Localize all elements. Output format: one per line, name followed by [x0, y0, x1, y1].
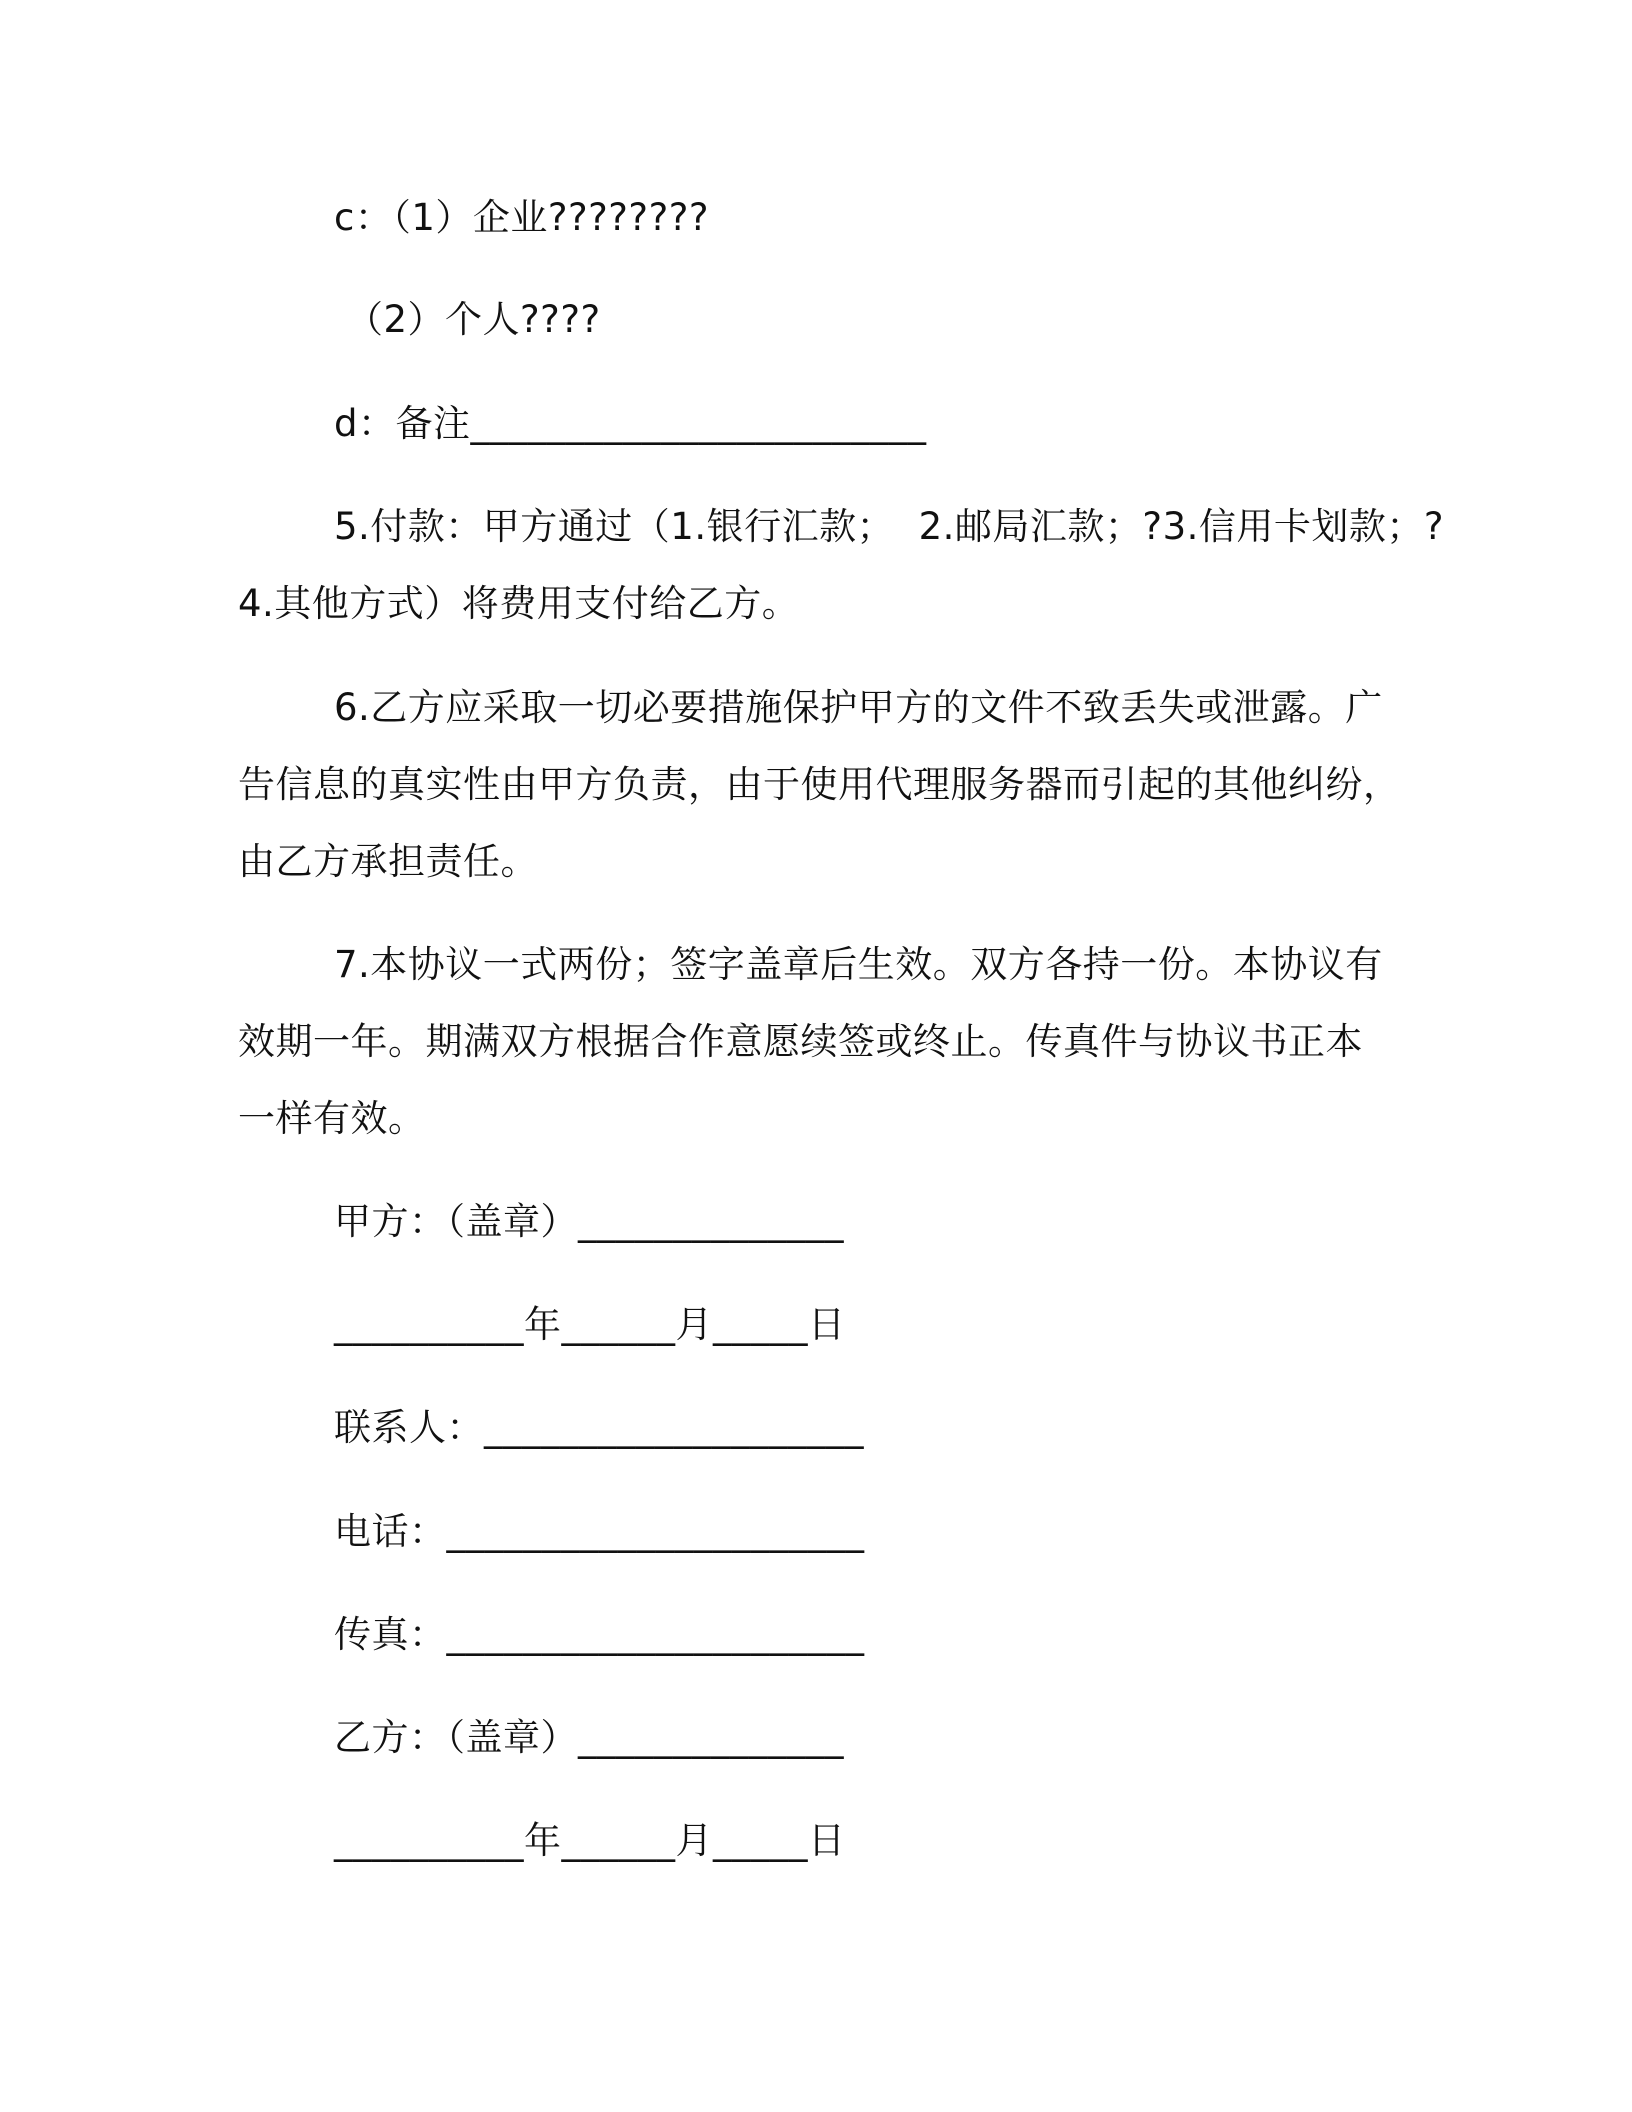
clause-7-line-1: 7.本协议一式两份；签字盖章后生效。双方各持一份。本协议有 — [334, 943, 1383, 986]
item-c-enterprise: c：（1）企业???????? — [334, 196, 709, 239]
clause-7-line-2: 效期一年。期满双方根据合作意愿续签或终止。传真件与协议书正本 — [238, 1020, 1363, 1063]
phone-line: 电话：______________________ — [334, 1510, 865, 1553]
clause-7-line-3: 一样有效。 — [238, 1097, 426, 1140]
party-a-seal-line: 甲方：（盖章）______________ — [334, 1200, 844, 1243]
clause-6-line-1: 6.乙方应采取一切必要措施保护甲方的文件不致丢失或泄露。广 — [334, 686, 1383, 729]
item-d-remarks: d：备注________________________ — [334, 402, 927, 445]
contact-person-line: 联系人：____________________ — [334, 1406, 864, 1449]
fax-line: 传真：______________________ — [334, 1613, 865, 1656]
clause-5-line-2: 4.其他方式）将费用支付给乙方。 — [238, 582, 800, 625]
clause-5-line-1: 5.付款：甲方通过（1.银行汇款； 2.邮局汇款；?3.信用卡划款；? — [334, 505, 1445, 548]
party-b-date-line: __________年______月_____日 — [334, 1819, 846, 1862]
party-a-date-line: __________年______月_____日 — [334, 1303, 846, 1346]
party-b-seal-line: 乙方：（盖章）______________ — [334, 1716, 844, 1759]
clause-6-line-3: 由乙方承担责任。 — [238, 840, 538, 883]
item-c-individual: （2）个人???? — [346, 298, 601, 341]
clause-6-line-2: 告信息的真实性由甲方负责，由于使用代理服务器而引起的其他纠纷， — [238, 763, 1401, 806]
